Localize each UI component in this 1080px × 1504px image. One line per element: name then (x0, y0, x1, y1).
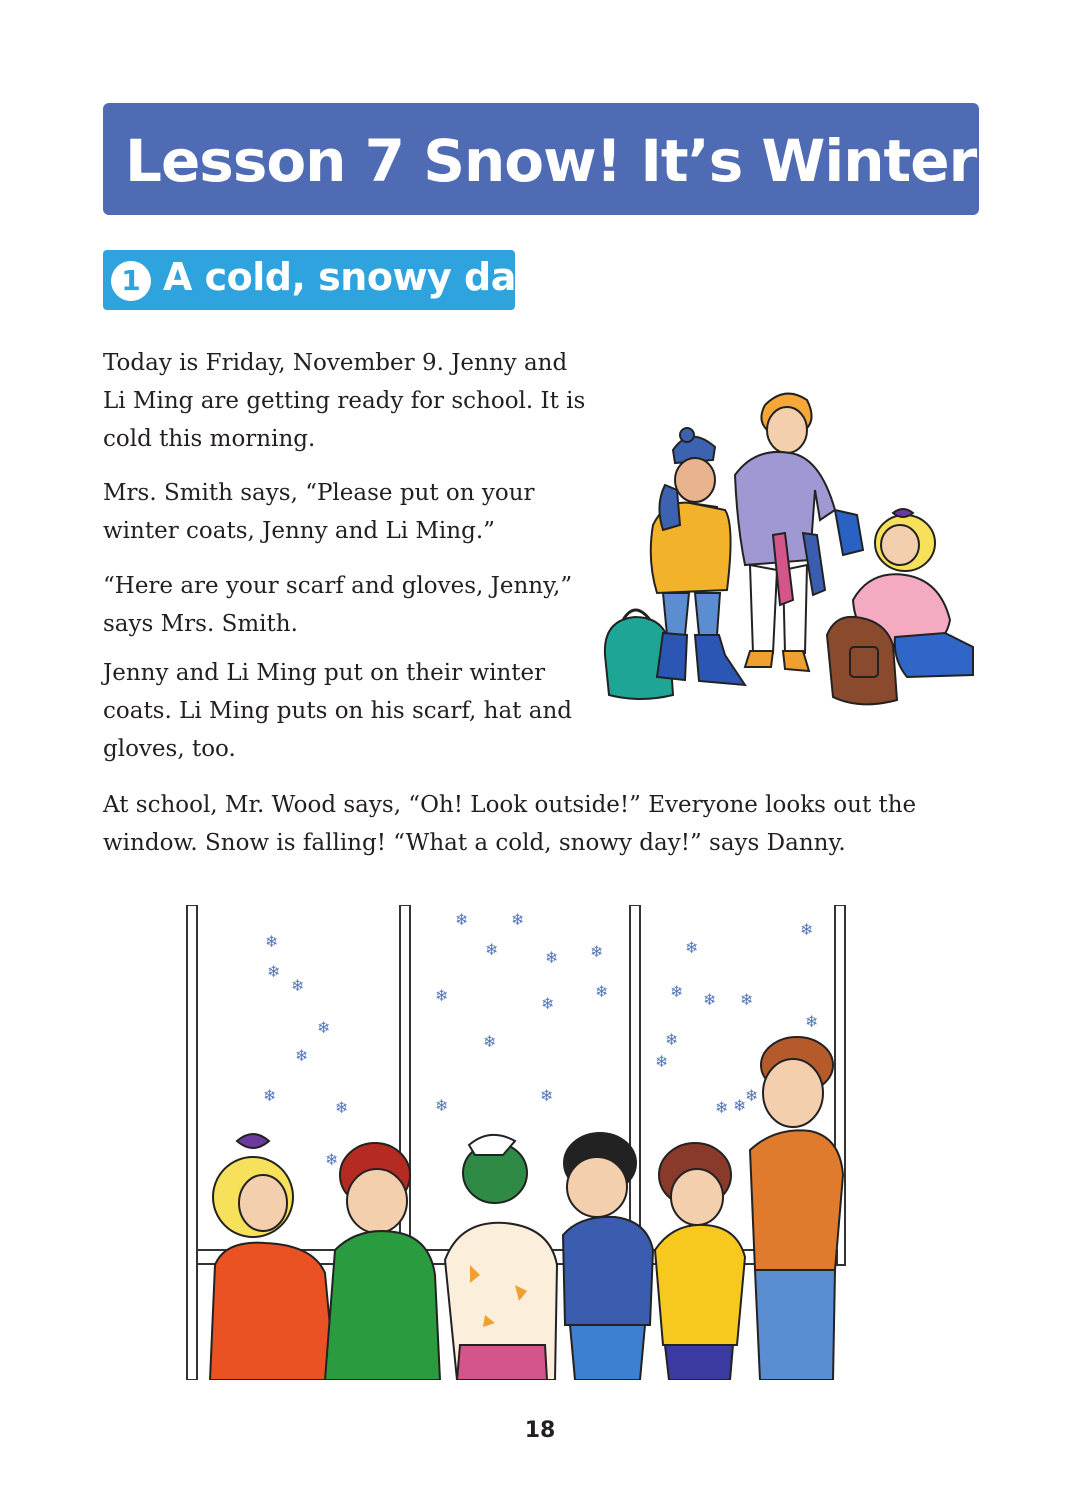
svg-text:❄: ❄ (265, 932, 279, 951)
svg-text:❄: ❄ (595, 982, 609, 1001)
svg-text:❄: ❄ (655, 1052, 669, 1071)
section-title: A cold, snowy day (163, 255, 539, 299)
svg-text:❄: ❄ (541, 994, 555, 1013)
svg-text:❄: ❄ (715, 1098, 729, 1117)
paragraph-4: Jenny and Li Ming put on their winter coats. Li Ming puts on his scarf, hat and gloves, too. (103, 660, 572, 762)
dinosaur-danny (445, 1135, 557, 1380)
svg-text:❄: ❄ (740, 990, 754, 1009)
svg-text:❄: ❄ (703, 990, 717, 1009)
paragraph-1: Today is Friday, November 9. Jenny and Li Ming are getting ready for school. It is cold this morning. (103, 350, 586, 452)
lesson-title-banner (103, 103, 1002, 215)
li-ming-figure (651, 428, 745, 685)
svg-text:❄: ❄ (291, 976, 305, 995)
svg-text:❄: ❄ (317, 1018, 331, 1037)
paragraph-5: At school, Mr. Wood says, “Oh! Look outside!” Everyone looks out the window. Snow is falling! “What a cold, snowy day!” says Danny. (103, 792, 917, 856)
svg-text:❄: ❄ (483, 1032, 497, 1051)
svg-text:❄: ❄ (455, 910, 469, 929)
svg-text:❄: ❄ (295, 1046, 309, 1065)
svg-text:❄: ❄ (335, 1098, 349, 1117)
svg-text:❄: ❄ (511, 910, 525, 929)
svg-text:❄: ❄ (805, 1012, 819, 1031)
child-boy-tall (750, 1037, 843, 1380)
lesson-title: Lesson 7 Snow! It’s Winter! (125, 127, 1002, 195)
child-girl-yellow (655, 1143, 745, 1380)
svg-text:❄: ❄ (435, 1096, 449, 1115)
section-heading (103, 250, 539, 310)
paragraph-2: Mrs. Smith says, “Please put on your winter coats, Jenny and Li Ming.” (103, 480, 535, 544)
svg-text:❄: ❄ (267, 962, 281, 981)
svg-text:❄: ❄ (435, 986, 449, 1005)
svg-text:❄: ❄ (745, 1086, 759, 1105)
svg-text:❄: ❄ (485, 940, 499, 959)
page-number: 18 (524, 1418, 556, 1443)
svg-text:❄: ❄ (665, 1030, 679, 1049)
section-number-badge: 1 (111, 261, 151, 301)
family-winter-illustration (595, 385, 985, 715)
child-boy-green (325, 1143, 440, 1380)
svg-text:❄: ❄ (540, 1086, 554, 1105)
svg-text:❄: ❄ (545, 948, 559, 967)
svg-text:❄: ❄ (263, 1086, 277, 1105)
svg-text:❄: ❄ (733, 1096, 747, 1115)
classroom-window-illustration (185, 905, 850, 1380)
svg-text:❄: ❄ (325, 1150, 339, 1169)
svg-text:❄: ❄ (800, 920, 814, 939)
svg-text:❄: ❄ (590, 942, 604, 961)
svg-text:❄: ❄ (670, 982, 684, 1001)
svg-text:❄: ❄ (685, 938, 699, 957)
paragraph-3: “Here are your scarf and gloves, Jenny,” says Mrs. Smith. (103, 573, 573, 637)
snowflakes (263, 910, 818, 1169)
